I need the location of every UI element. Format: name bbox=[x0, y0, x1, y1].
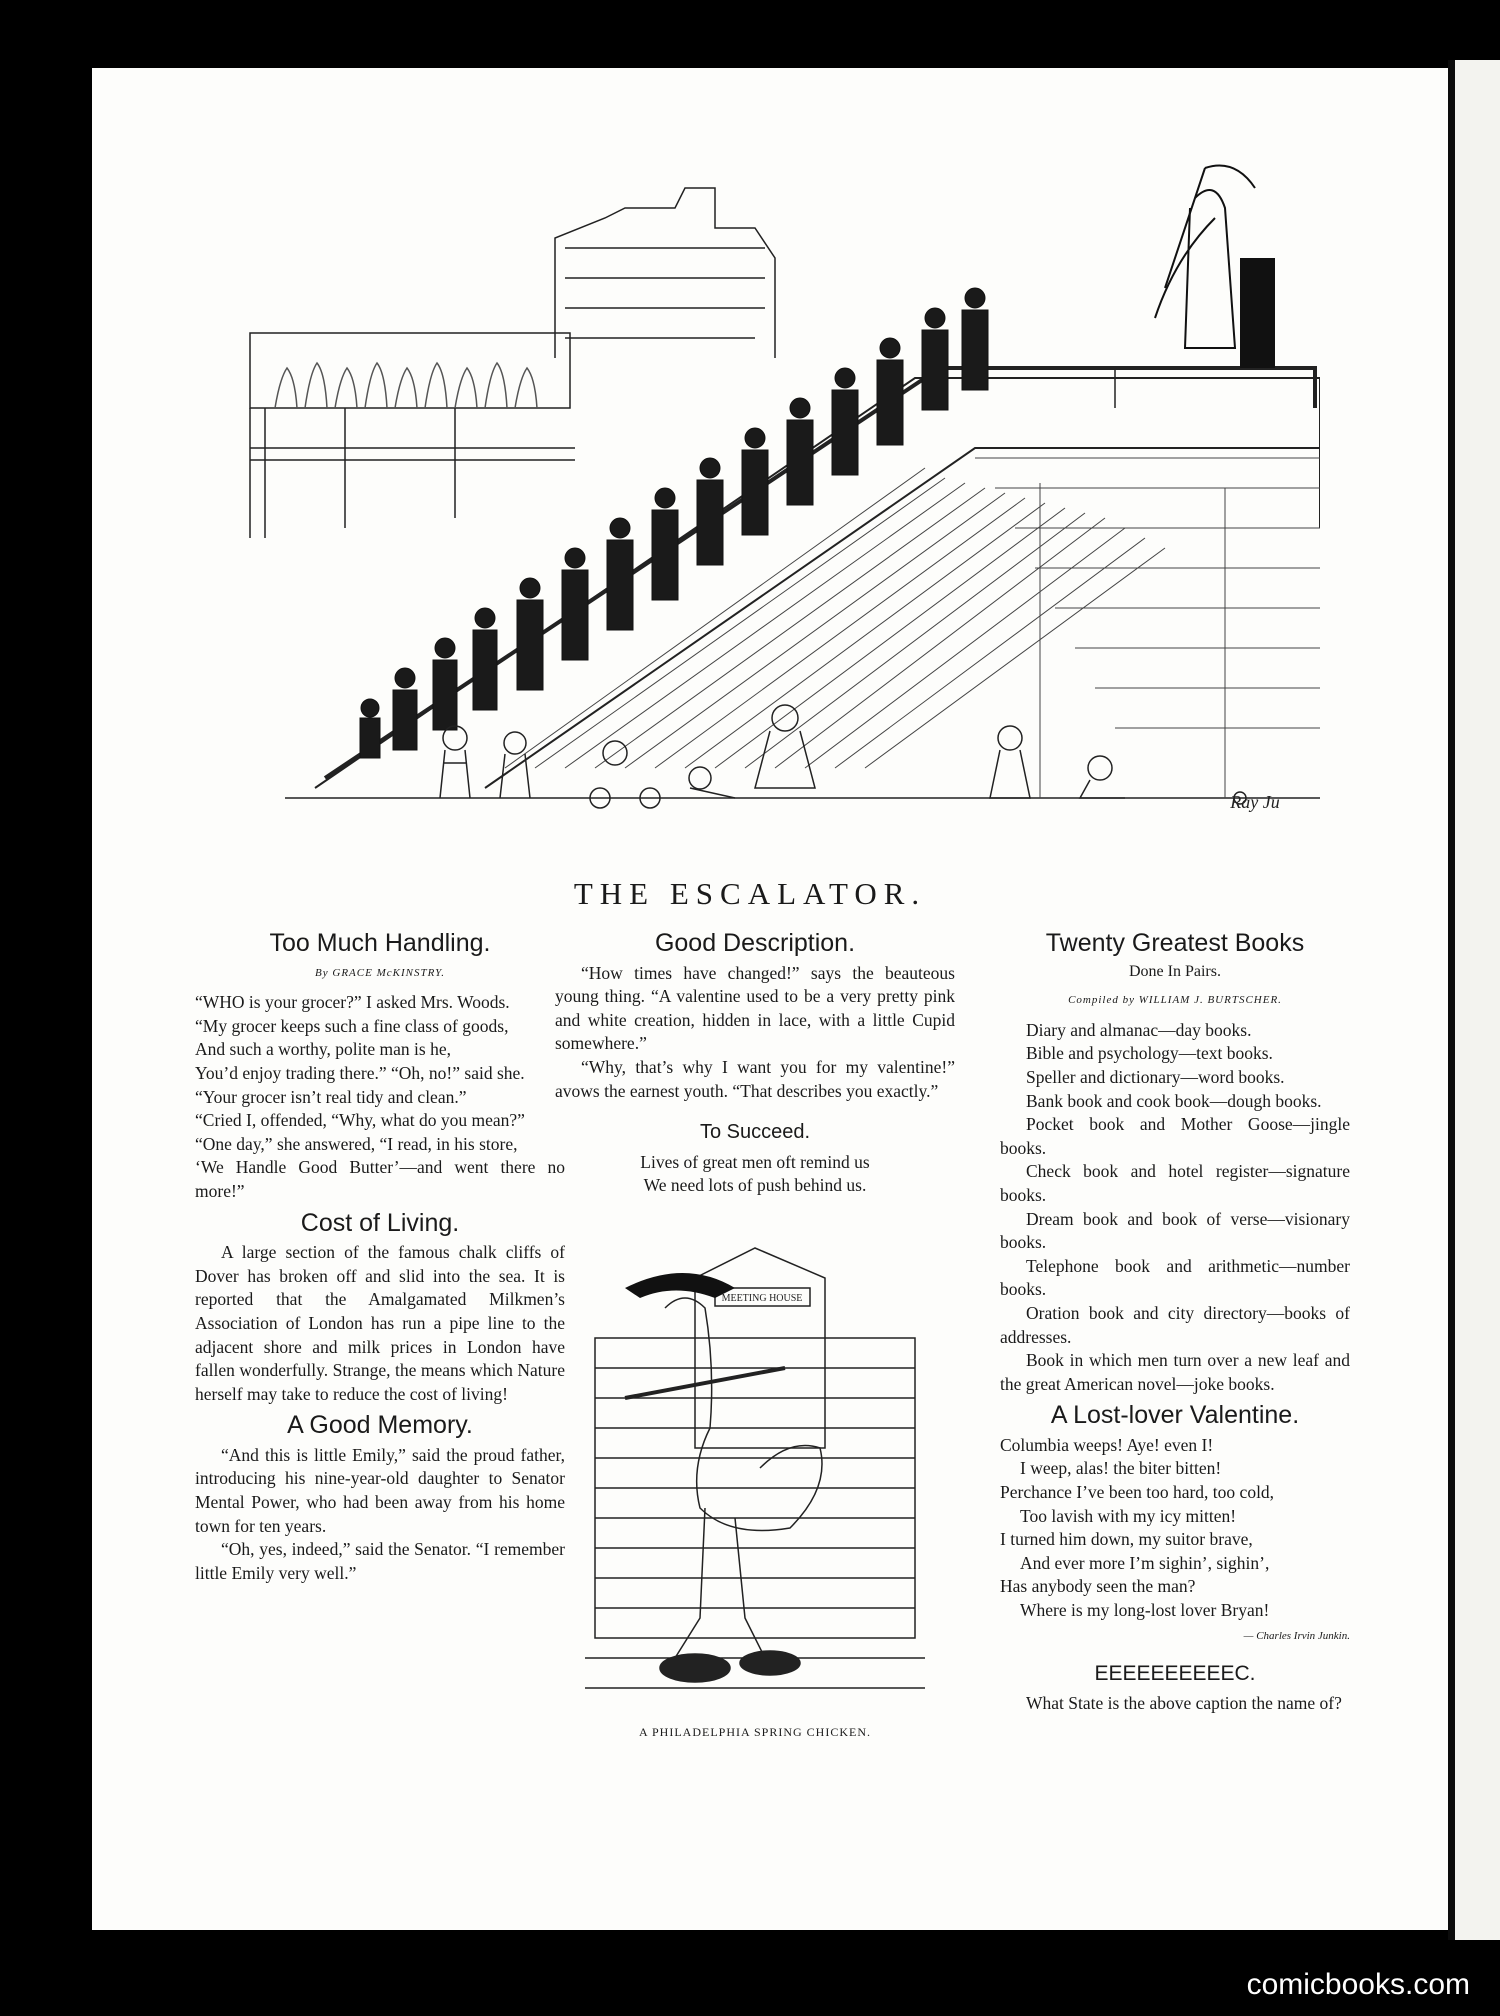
poem-line: I weep, alas! the biter bitten! bbox=[1020, 1458, 1222, 1479]
book-pair: Dream book and book of verse—visionary books. bbox=[1000, 1208, 1350, 1253]
paragraph: A large section of the famous chalk cliffs of Dover has broken off and slid into the sea. It is reported that the Amalgamated Milkmen’s Association of London has run a pipe line to the adjacent shore and milk prices in London have fallen wonderfully. Strange, the means which Nature herself may take to reduce the cost of living! bbox=[195, 1242, 565, 1404]
poem-lost-lover bbox=[1000, 1434, 1350, 1623]
poem-line: And ever more I’m sighin’, sighin’, bbox=[1020, 1552, 1270, 1573]
poem-line: “WHO is your grocer?” I asked Mrs. Woods. bbox=[195, 992, 510, 1013]
poem-line: I turned him down, my suitor brave, bbox=[1000, 1529, 1253, 1550]
artist-signature: Ray Ju bbox=[1230, 792, 1280, 812]
watermark: comicbooks.com bbox=[1246, 1968, 1470, 2001]
byline: By GRACE McKINSTRY. bbox=[315, 966, 445, 979]
poem-line: Columbia weeps! Aye! even I! bbox=[1000, 1434, 1214, 1455]
subtitle: Done In Pairs. bbox=[1129, 962, 1221, 980]
heading-cost-of-living: Cost of Living. bbox=[300, 1208, 460, 1237]
heading-eeeeeeeeeec: EEEEEEEEEEC. bbox=[1094, 1662, 1256, 1686]
book-pair: Book in which men turn over a new leaf and the great American novel—joke books. bbox=[1000, 1350, 1350, 1394]
image-caption: A PHILADELPHIA SPRING CHICKEN. bbox=[638, 1724, 871, 1739]
heading-twenty-greatest-books: Twenty Greatest Books bbox=[1045, 929, 1305, 957]
poem-line: ‘We Handle Good Butter’—and went there no more!” bbox=[195, 1157, 565, 1201]
heading-good-memory: A Good Memory. bbox=[287, 1411, 473, 1440]
poem-line: Perchance I’ve been too hard, too cold, bbox=[1000, 1482, 1275, 1503]
facing-page-edge bbox=[1455, 60, 1500, 1940]
book-pair: Oration book and city directory—books of addresses. bbox=[1000, 1302, 1350, 1347]
column-middle bbox=[555, 924, 955, 1744]
poem-signature: — Charles Irvin Junkin. bbox=[1243, 1629, 1350, 1642]
poem-line: “Your grocer isn’t real tidy and clean.” bbox=[195, 1086, 467, 1107]
spring-chicken-illustration bbox=[585, 1218, 925, 1708]
book-pair: Diary and almanac—day books. bbox=[1026, 1019, 1252, 1040]
poem-line: “One day,” she answered, “I read, in his store, bbox=[195, 1133, 518, 1154]
paragraph: “Why, that’s why I want you for my valentine!” avows the earnest youth. “That describes you exactly.” bbox=[555, 1056, 955, 1101]
meeting-house-sign: MEETING HOUSE bbox=[721, 1292, 803, 1304]
couplet bbox=[555, 1151, 955, 1198]
byline: Compiled by WILLIAM J. BURTSCHER. bbox=[1068, 994, 1282, 1007]
poem-line: “Cried I, offended, “Why, what do you mean?” bbox=[195, 1110, 525, 1131]
column-left bbox=[195, 924, 565, 1585]
paragraph: “Oh, yes, indeed,” said the Senator. “I remember little Emily very well.” bbox=[195, 1539, 565, 1583]
book-pair: Pocket book and Mother Goose—jingle books. bbox=[1000, 1114, 1350, 1158]
escalator-illustration bbox=[155, 108, 1320, 868]
heading-lost-lover-valentine: A Lost-lover Valentine. bbox=[1050, 1401, 1300, 1430]
book-pair: Check book and hotel register—signature books. bbox=[1000, 1161, 1350, 1205]
couplet-line: Lives of great men oft remind us bbox=[640, 1151, 870, 1172]
paragraph: What State is the above caption the name of? bbox=[1026, 1692, 1342, 1713]
book-pair: Telephone book and arithmetic—number books. bbox=[1000, 1255, 1350, 1300]
poem-line: And such a worthy, polite man is he, bbox=[195, 1039, 451, 1060]
poem-line: Where is my long-lost lover Bryan! bbox=[1020, 1600, 1270, 1621]
illustration-caption: THE ESCALATOR. bbox=[573, 876, 927, 911]
paragraph: “And this is little Emily,” said the proud father, introducing his nine-year-old daughter to Senator Mental Power, who had been away from his home town for ten years. bbox=[195, 1444, 565, 1536]
book-pair: Bible and psychology—text books. bbox=[1026, 1043, 1273, 1064]
poem-line: Too lavish with my icy mitten! bbox=[1020, 1505, 1237, 1526]
heading-too-much-handling: Too Much Handling. bbox=[269, 929, 491, 957]
poem-line: Has anybody seen the man? bbox=[1000, 1576, 1196, 1597]
paragraph: “How times have changed!” says the beauteous young thing. “A valentine used to be a very pretty pink and white creation, hidden in lace, with a little Cupid somewhere.” bbox=[555, 962, 955, 1054]
column-right bbox=[1000, 924, 1350, 1715]
poem-line: You’d enjoy trading there.” “Oh, no!” said she. bbox=[195, 1062, 525, 1083]
book-pair: Speller and dictionary—word books. bbox=[1026, 1066, 1285, 1087]
heading-good-description: Good Description. bbox=[654, 929, 856, 957]
poem-line: “My grocer keeps such a fine class of goods, bbox=[195, 1015, 509, 1036]
heading-to-succeed: To Succeed. bbox=[699, 1121, 811, 1144]
book-pair: Bank book and cook book—dough books. bbox=[1026, 1090, 1322, 1111]
couplet-line: We need lots of push behind us. bbox=[643, 1175, 867, 1196]
poem-too-much-handling bbox=[195, 991, 565, 1203]
